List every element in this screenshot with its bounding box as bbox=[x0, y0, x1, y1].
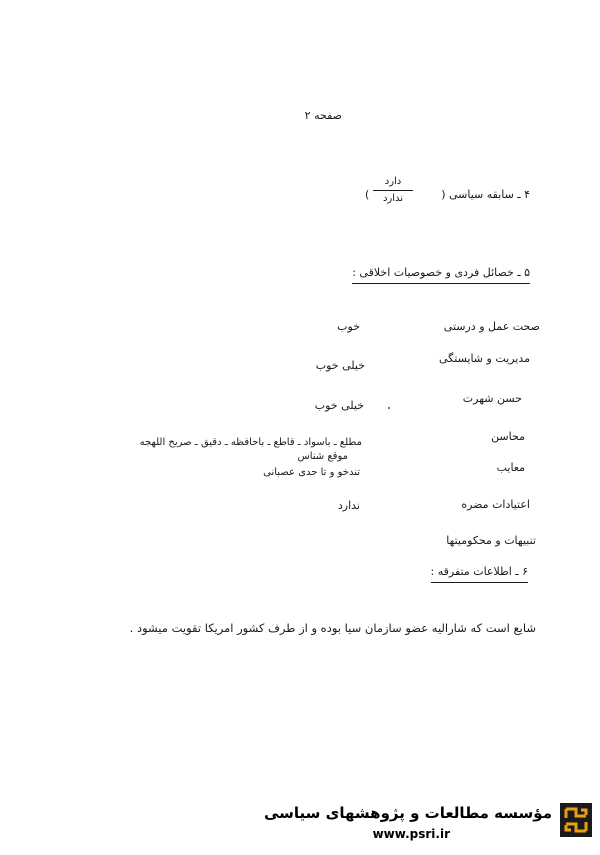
row-value-integrity: خوب bbox=[337, 320, 360, 333]
row-value-virtues-cont: موقع شناس bbox=[297, 451, 348, 462]
row-value-management: خیلی خوب bbox=[315, 359, 365, 372]
section-6-text: شایع است که شارالیه عضو سازمان سیا بوده و از طرف کشور امریکا تقویت میشود . bbox=[129, 621, 536, 635]
row-value-faults: تندخو و تا حدی عصبانی bbox=[263, 467, 360, 478]
section-5-heading: ۵ ـ خصائل فردی و خصوصیات اخلاقی : bbox=[352, 266, 530, 284]
row-label-virtues: محاسن bbox=[491, 430, 525, 443]
row-label-punishments: تنبیهات و محکومیتها bbox=[446, 534, 536, 547]
section-6-heading: ۶ ـ اطلاعات متفرقه : bbox=[431, 565, 528, 583]
section-4-heading: ۴ ـ سابقه سیاسی ( bbox=[441, 188, 530, 201]
row-label-integrity: صحت عمل و درستی bbox=[443, 320, 540, 333]
row-label-reputation: حسن شهرت bbox=[462, 392, 522, 405]
row-label-management: مدیریت و شایستگی bbox=[439, 352, 530, 365]
section-4-bracket: ) bbox=[365, 188, 370, 201]
option-has-not: ندارد bbox=[382, 193, 404, 204]
political-record-options bbox=[373, 176, 413, 205]
institute-name: مؤسسه مطالعات و پژوهشهای سیاسی bbox=[263, 804, 552, 822]
row-label-faults: معایب bbox=[496, 461, 525, 474]
institute-url: www.psri.ir bbox=[372, 827, 450, 841]
row-value-virtues: مطلع ـ باسواد ـ قاطع ـ باحافظه ـ دقیق ـ صریح اللهجه bbox=[139, 437, 362, 448]
stray-mark bbox=[388, 407, 390, 409]
psri-logo-icon bbox=[560, 803, 592, 837]
row-value-reputation: خیلی خوب bbox=[314, 399, 364, 412]
fraction-bar bbox=[373, 190, 413, 191]
footer-watermark bbox=[0, 795, 600, 855]
row-label-addictions: اعتیادات مضره bbox=[461, 498, 530, 511]
row-value-addictions: ندارد bbox=[337, 499, 360, 512]
option-has: دارد bbox=[384, 176, 402, 187]
page-label: صفحه ۲ bbox=[304, 109, 342, 122]
